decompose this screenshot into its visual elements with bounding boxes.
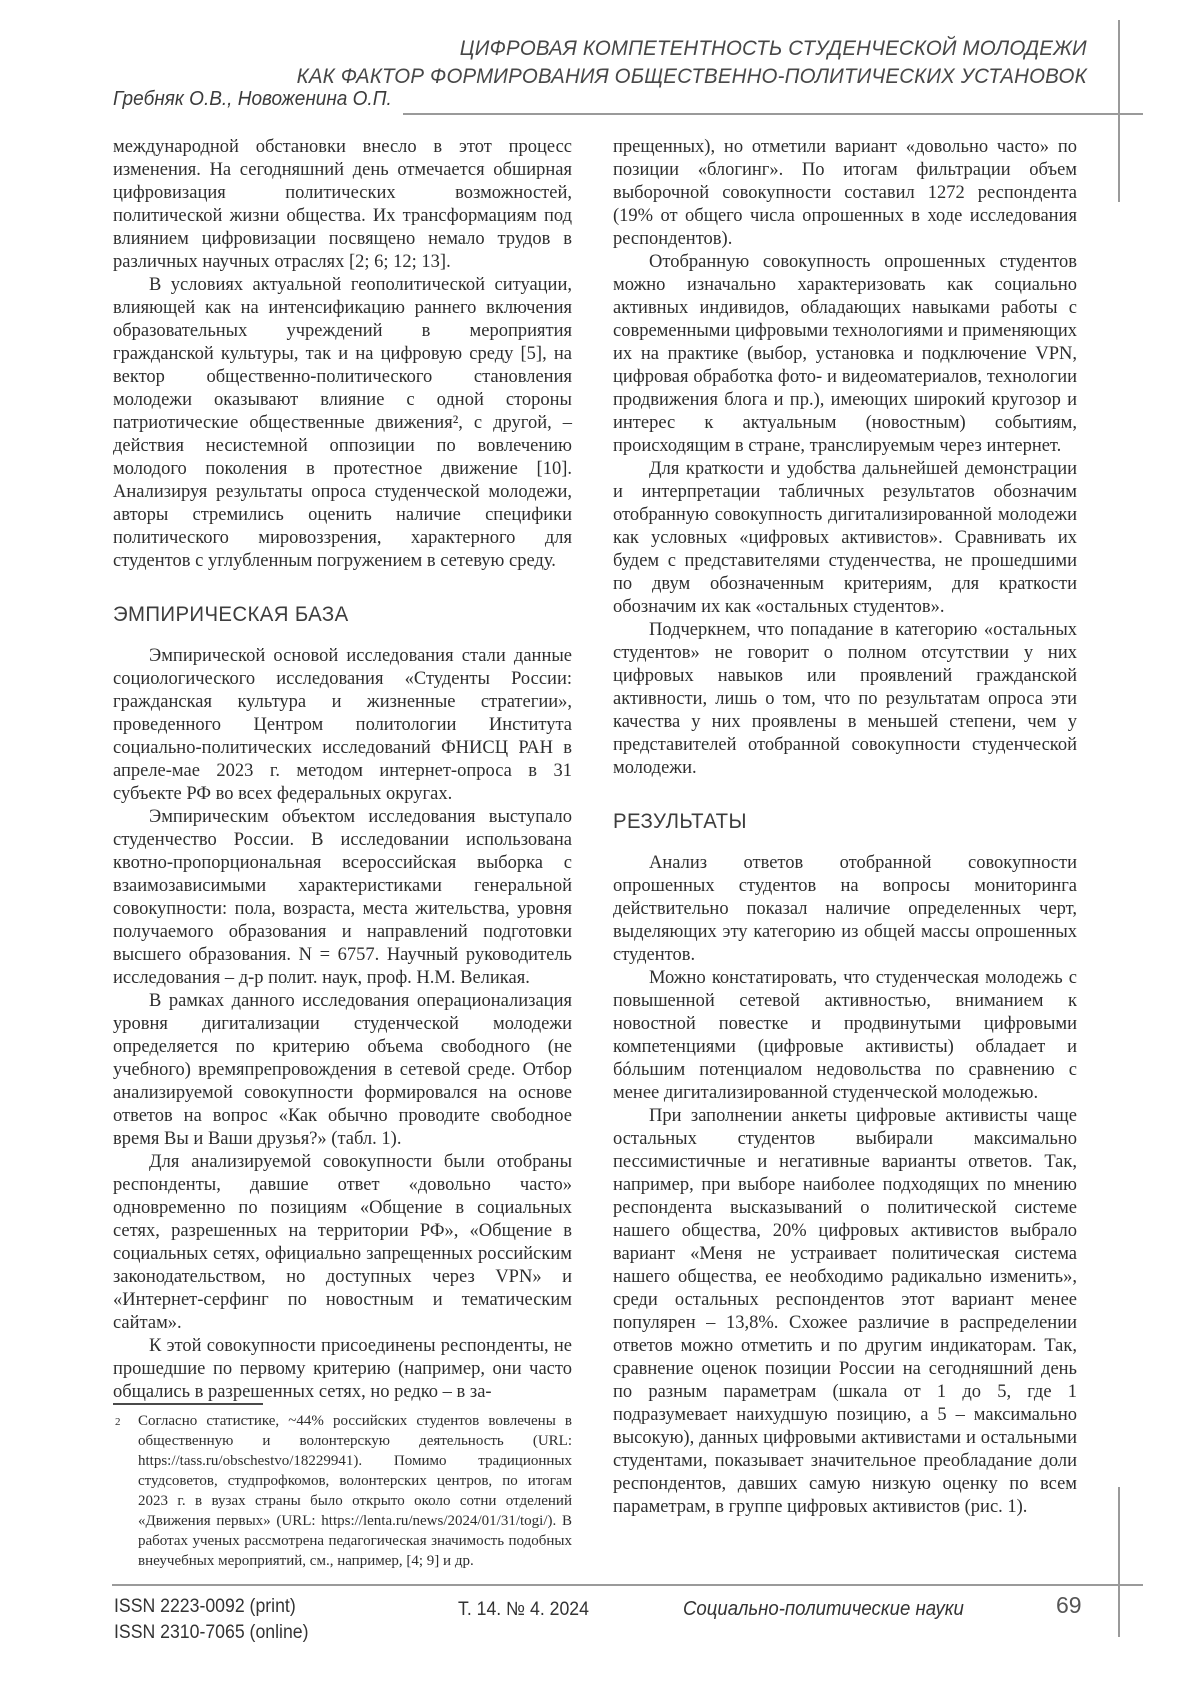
paragraph: Для краткости и удобства дальнейшей демонстрации и интерпретации табличных результатов обозначим отобранную совокупность дигитализированной молодежи как условных «цифровых активистов». Сравнивать их будем с представителями студенчества, не прошедшими по двум обозначенным критериям, для краткости обозначим их как «остальных студентов». (613, 459, 1077, 617)
bottom-corner-mark (1118, 1487, 1120, 1637)
paragraph: При заполнении анкеты цифровые активисты чаще остальных студентов выбирали максимально пессимистичные и негативные варианты ответов. Так, например, при выборе наиболее подходящих по мнению респондента высказываний о политической системе нашего общества, 20% цифровых активистов выбрало вариант «Меня не устраивает политическая система нашего общества, ее необходимо радикально изменить», среди остальных респондентов этот вариант менее популярен – 13,8%. Схожее различие в распределении ответов можно отметить и по другим индикаторам. Так, сравнение оценок позиции России на сегодняшний день по разным параметрам (шкала от 1 до 5, где 1 подразумевает наихудшую позицию, а 5 – максимально высокую), данных цифровыми активистами и остальными студентами, показывает значительное преобладание доли респондентов, давших самую низкую оценку по всем параметрам, в группе цифровых активистов (рис. 1). (613, 1106, 1077, 1517)
issn-block (114, 1594, 309, 1646)
volume-issue: Т. 14. № 4. 2024 (458, 1599, 589, 1620)
paragraph: К этой совокупности присоединены респонденты, не прошедшие по первому критерию (например, они часто общались в разрешенных сетях, но редко – в за- (113, 1336, 572, 1402)
running-title-line2: КАК ФАКТОР ФОРМИРОВАНИЯ ОБЩЕСТВЕННО-ПОЛИТИЧЕСКИХ УСТАНОВОК (296, 64, 1087, 88)
running-title-line1: ЦИФРОВАЯ КОМПЕТЕНТНОСТЬ СТУДЕНЧЕСКОЙ МОЛОДЕЖИ (459, 36, 1087, 60)
paragraph: Отобранную совокупность опрошенных студентов можно изначально характеризовать как социально активных индивидов, обладающих навыками работы с современными цифровыми технологиями и применяющих их на практике (выбор, установка и подключение VPN, цифровая обработка фото- и видеоматериалов, технологии продвижения блога и пр.), имеющих широкий кругозор и интерес к актуальным (новостным) событиям, происходящим в стране, транслируемым через интернет. (613, 252, 1077, 456)
top-corner-mark (1118, 20, 1120, 202)
footnote-rule (113, 1403, 263, 1405)
paragraph: Эмпирическим объектом исследования выступало студенчество России. В исследовании использована квотно-пропорциональная всероссийская выборка с взаимозависимыми характеристиками генеральной совокупности: пола, возраста, места жительства, уровня получаемого образования и направлений подготовки высшего образования. N = 6757. Научный руководитель исследования – д-р полит. наук, проф. Н.М. Великая. (113, 807, 572, 988)
issn-print: ISSN 2223-0092 (print) (114, 1596, 296, 1617)
issn-online: ISSN 2310-7065 (online) (114, 1622, 309, 1643)
paragraph: международной обстановки внесло в этот процесс изменения. На сегодняшний день отмечается обширная цифровизация политических возможностей, политической жизни общества. Их трансформациям под влиянием цифровизации посвящено немало трудов в различных научных отраслях [2; 6; 12; 13]. (113, 137, 572, 272)
header-rule (403, 113, 1143, 115)
right-column (613, 136, 1077, 1519)
footnote (113, 1411, 572, 1571)
paragraph: Анализ ответов отобранной совокупности опрошенных студентов на вопросы мониторинга действительно показал наличие определенных черт, выделяющих эту категорию из общей массы опрошенных студентов. (613, 853, 1077, 965)
paragraph: Эмпирической основой исследования стали данные социологического исследования «Студенты России: гражданская культура и жизненные стратегии», проведенного Центром политологии Института социально-политических исследований ФНИСЦ РАН в апреле-мае 2023 г. методом интернет-опроса в 31 субъекте РФ во всех федеральных округах. (113, 646, 572, 804)
running-title (297, 34, 1087, 90)
footnote-text: Согласно статистике, ~44% российских студентов вовлечены в общественную и волонтерскую деятельность (URL: https://tass.ru/obschestvo/18229941). Помимо традиционных студсоветов, студпрофкомов, волонтерских центров, по итогам 2023 г. в вузах страны было открыто около сотни отделений «Движения первых» (URL: https://lenta.ru/news/2024/01/31/togi/). В работах ученых рассмотрена педагогическая значимость подобных внеучебных мероприятий, см., например, [4; 9] и др. (138, 1413, 572, 1569)
authors: Гребняк О.В., Новоженина О.П. (113, 88, 392, 110)
page-number: 69 (1056, 1592, 1082, 1618)
paragraph: В условиях актуальной геополитической ситуации, влияющей как на интенсификацию раннего включения образовательных учреждений в мероприятия гражданской культуры, так и на цифровую среду [5], на вектор общественно-политического становления молодежи оказывают влияние с одной стороны патриотические общественные движения², с другой, – действия несистемной оппозиции по вовлечению молодого поколения в протестное движение [10]. Анализируя результаты опроса студенческой молодежи, авторы стремились оценить наличие специфики политического мировоззрения, характерного для студентов с углубленным погружением в сетевую среду. (113, 275, 572, 571)
paragraph: Для анализируемой совокупности были отобраны респонденты, давшие ответ «довольно часто» одновременно по позициям «Общение в социальных сетях, разрешенных на территории РФ», «Общение в социальных сетях, официально запрещенных российским законодательством, но доступных через VPN» и «Интернет-серфинг по новостным и тематическим сайтам». (113, 1152, 572, 1333)
footnote-marker: 2 (115, 1416, 121, 1428)
section-heading-empirical-base: ЭМПИРИЧЕСКАЯ БАЗА (113, 603, 349, 626)
paragraph: прещенных), но отметили вариант «довольно часто» по позиции «блогинг». По итогам фильтрации объем выборочной совокупности составил 1272 респондента (19% от общего числа опрошенных в ходе исследования респондентов). (613, 137, 1077, 249)
footnote-block (113, 1403, 572, 1571)
footer-rule (112, 1584, 1143, 1586)
paragraph: Подчеркнем, что попадание в категорию «остальных студентов» не говорит о полном отсутствии у них цифровых навыков или проявлений гражданской активности, лишь о том, что по результатам опроса эти качества у них проявлены в меньшей степени, чем у представителей отобранной совокупности студенческой молодежи. (613, 620, 1077, 778)
journal-name: Социально-политические науки (683, 1598, 964, 1620)
paragraph: Можно констатировать, что студенческая молодежь с повышенной сетевой активностью, вниманием к новостной повестке и продвинутыми цифровыми компетенциями (цифровые активисты) обладает и бóльшим потенциалом недовольства по сравнению с менее дигитализированной студенческой молодежью. (613, 968, 1077, 1103)
paragraph: В рамках данного исследования операционализация уровня дигитализации студенческой молодежи определяется по критерию объема свободного (не учебного) времяпрепровождения в сетевой среде. Отбор анализируемой совокупности формировался на основе ответов на вопрос «Как обычно проводите свободное время Вы и Ваши друзья?» (табл. 1). (113, 991, 572, 1149)
left-column (113, 136, 572, 1404)
section-heading-results: РЕЗУЛЬТАТЫ (613, 810, 747, 833)
